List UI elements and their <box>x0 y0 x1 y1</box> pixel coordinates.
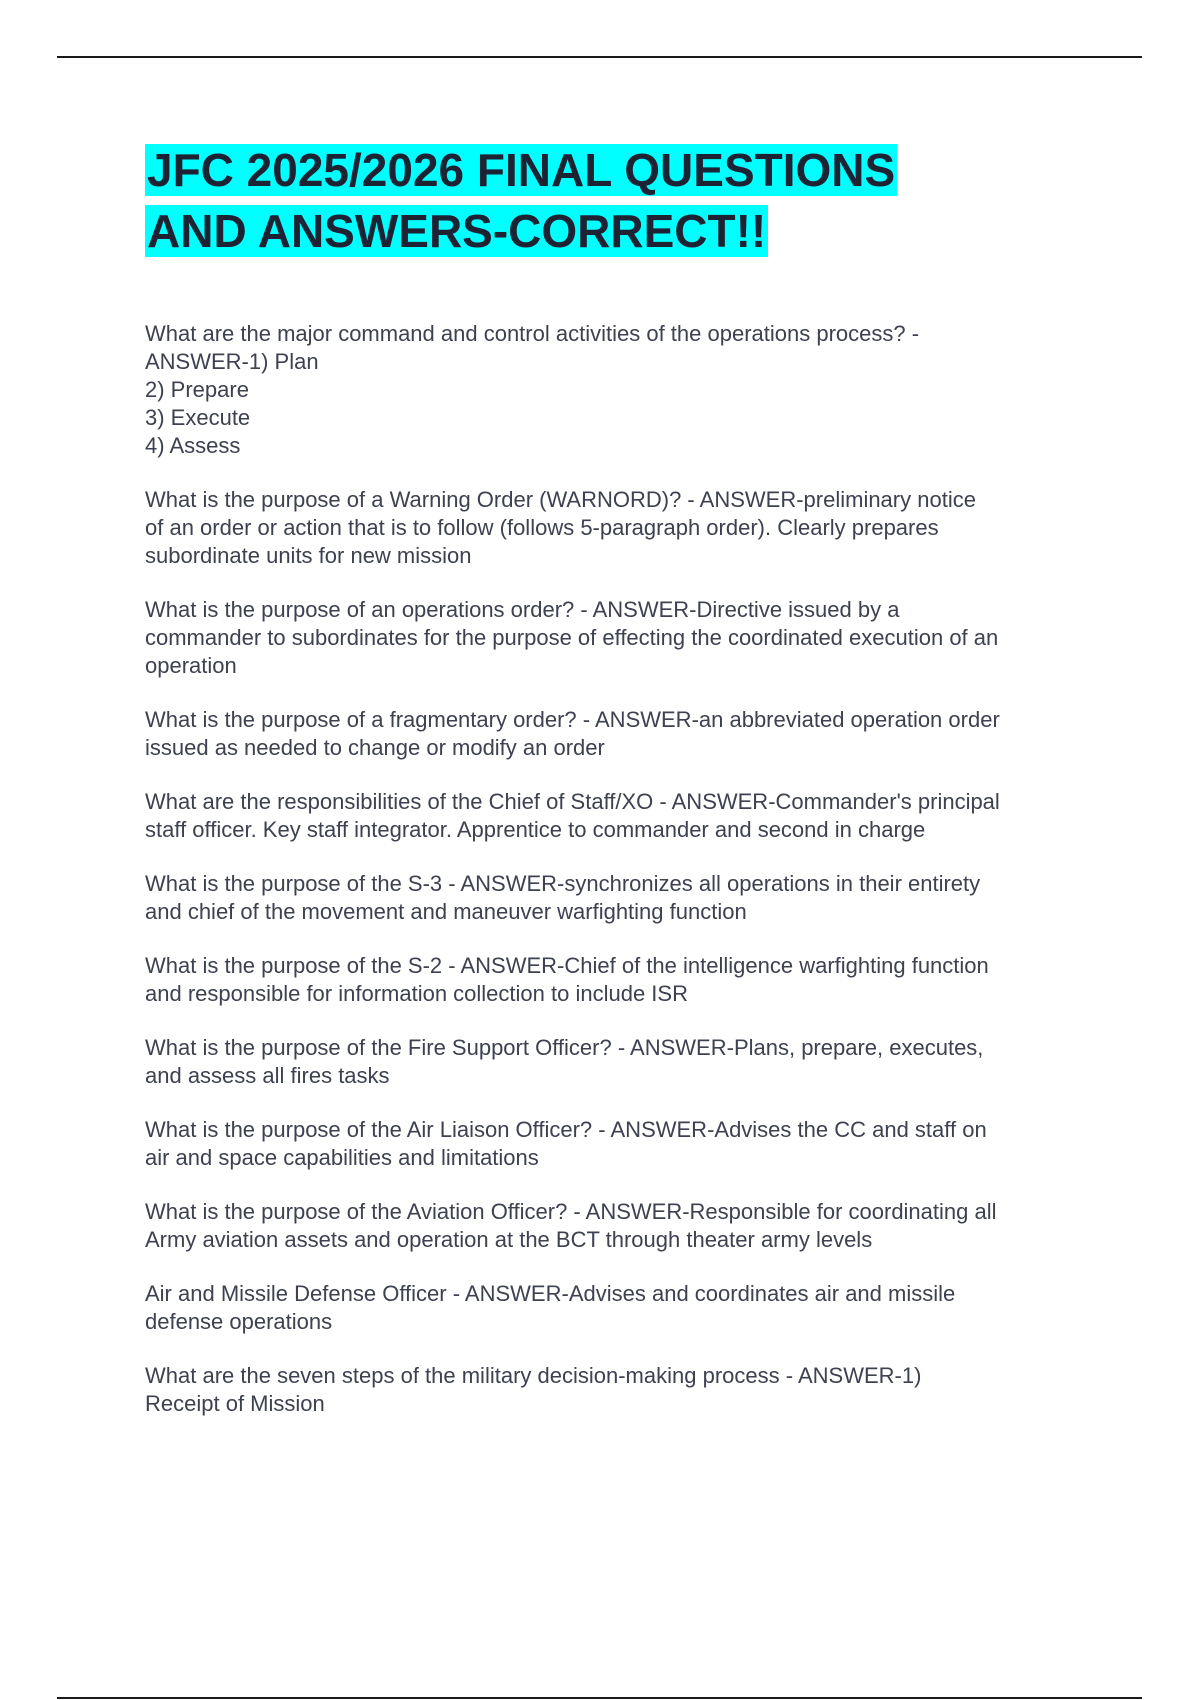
qa-line: What are the responsibilities of the Chief of Staff/XO - ANSWER-Commander's principal <box>145 789 1000 814</box>
qa-item <box>145 486 1095 570</box>
qa-line: 4) Assess <box>145 433 241 458</box>
qa-item <box>145 1362 1095 1418</box>
qa-line: What are the major command and control activities of the operations process? - <box>145 321 920 346</box>
qa-item <box>145 320 1095 460</box>
qa-line: defense operations <box>145 1309 333 1334</box>
qa-list <box>145 320 1095 1418</box>
title-line-1: JFC 2025/2026 FINAL QUESTIONS <box>147 144 896 196</box>
top-rule <box>57 56 1142 58</box>
qa-line: and assess all fires tasks <box>145 1063 390 1088</box>
qa-line: air and space capabilities and limitations <box>145 1145 539 1170</box>
qa-line: What is the purpose of the Fire Support Officer? - ANSWER-Plans, prepare, executes, <box>145 1035 984 1060</box>
document-body <box>145 140 1095 1444</box>
qa-line: What is the purpose of the Aviation Officer? - ANSWER-Responsible for coordinating all <box>145 1199 997 1224</box>
qa-line: What is the purpose of a fragmentary order? - ANSWER-an abbreviated operation order <box>145 707 1000 732</box>
qa-line: Receipt of Mission <box>145 1391 325 1416</box>
qa-line: What is the purpose of the Air Liaison Officer? - ANSWER-Advises the CC and staff on <box>145 1117 987 1142</box>
qa-line: Army aviation assets and operation at the BCT through theater army levels <box>145 1227 873 1252</box>
title-line-2: AND ANSWERS-CORRECT!! <box>147 205 767 257</box>
qa-line: What is the purpose of a Warning Order (WARNORD)? - ANSWER-preliminary notice <box>145 487 976 512</box>
qa-line: Air and Missile Defense Officer - ANSWER-Advises and coordinates air and missile <box>145 1281 956 1306</box>
qa-line: What are the seven steps of the military decision-making process - ANSWER-1) <box>145 1363 922 1388</box>
qa-item <box>145 706 1095 762</box>
qa-line: of an order or action that is to follow (follows 5-paragraph order). Clearly prepares <box>145 515 939 540</box>
qa-line: 2) Prepare <box>145 377 249 402</box>
qa-line: issued as needed to change or modify an order <box>145 735 605 760</box>
document-title <box>145 140 1095 262</box>
bottom-rule <box>57 1697 1142 1699</box>
qa-item <box>145 1116 1095 1172</box>
qa-line: What is the purpose of an operations order? - ANSWER-Directive issued by a <box>145 597 900 622</box>
qa-item <box>145 1034 1095 1090</box>
qa-item <box>145 788 1095 844</box>
qa-line: What is the purpose of the S-2 - ANSWER-Chief of the intelligence warfighting function <box>145 953 989 978</box>
qa-line: staff officer. Key staff integrator. Apprentice to commander and second in charge <box>145 817 926 842</box>
qa-item <box>145 1280 1095 1336</box>
qa-item <box>145 870 1095 926</box>
qa-item <box>145 952 1095 1008</box>
qa-line: subordinate units for new mission <box>145 543 472 568</box>
qa-line: 3) Execute <box>145 405 251 430</box>
qa-item <box>145 1198 1095 1254</box>
qa-line: commander to subordinates for the purpose of effecting the coordinated execution of an <box>145 625 999 650</box>
qa-line: operation <box>145 653 237 678</box>
qa-line: and responsible for information collection to include ISR <box>145 981 688 1006</box>
qa-line: What is the purpose of the S-3 - ANSWER-synchronizes all operations in their entirety <box>145 871 981 896</box>
qa-line: ANSWER-1) Plan <box>145 349 319 374</box>
qa-item <box>145 596 1095 680</box>
qa-line: and chief of the movement and maneuver warfighting function <box>145 899 747 924</box>
